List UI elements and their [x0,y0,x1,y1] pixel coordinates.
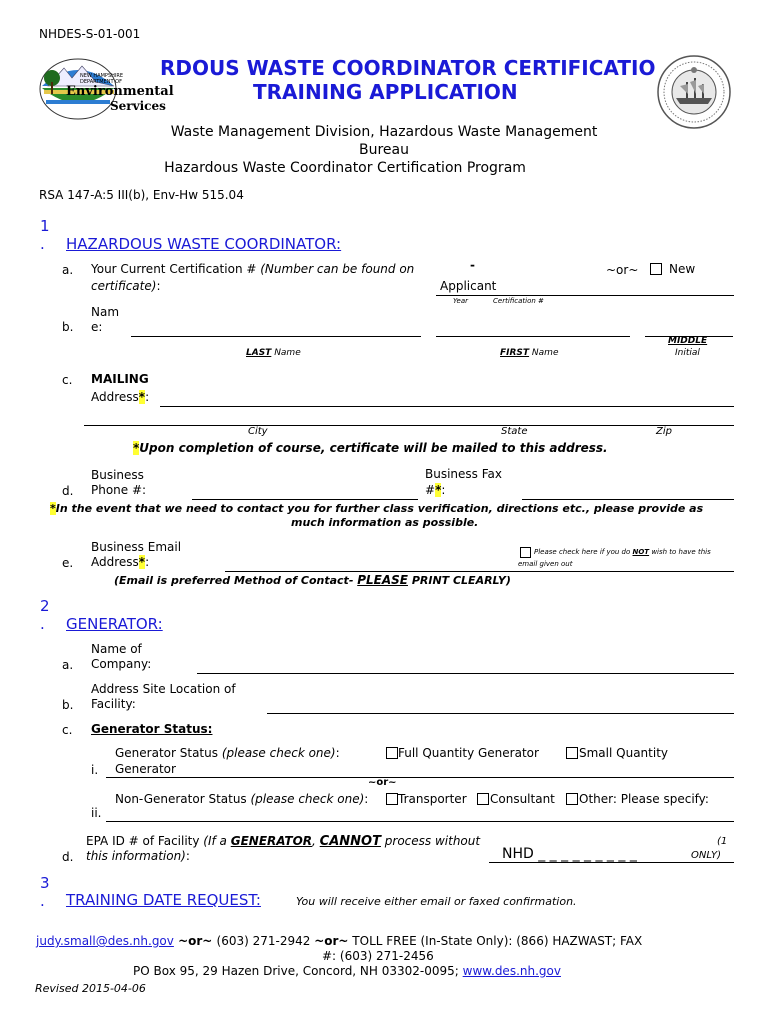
generator-status-label: Generator Status (please check one): [115,746,340,760]
small-quantity-checkbox[interactable] [566,747,578,759]
site-address-field[interactable] [267,713,734,714]
section1-heading: HAZARDOUS WASTE COORDINATOR: [66,235,342,253]
section2-number: 2 [40,597,50,615]
non-generator-status-label: Non-Generator Status (please check one): [115,792,369,806]
section1-number: 1 [40,217,50,235]
name-label-2: e: [91,320,103,334]
other-specify-label: Other: Please specify: [579,792,709,806]
transporter-label: Transporter [398,792,467,806]
business-fax-label-2: #*: [425,483,446,497]
cert-number-field[interactable] [436,295,734,296]
certnum-caption: Certification # [493,297,544,305]
epa-id-label: EPA ID # of Facility (If a GENERATOR, CANNOT process without [86,834,481,849]
email-optout-label-2: email given out [518,560,573,568]
email-preferred-note: (Email is preferred Method of Contact- PLEASE PRINT CLEARLY) [114,573,511,587]
name-label-1: Nam [91,305,120,319]
business-email-field[interactable] [225,571,734,572]
or-separator-2: ~or~ [368,777,397,788]
other-checkbox[interactable] [566,793,578,805]
item-1b-letter: b. [62,320,74,334]
cert-number-label: Your Current Certification # (Number can be found on [91,262,415,276]
initial-caption: Initial [675,348,700,358]
section3-heading: TRAINING DATE REQUEST: [66,891,261,909]
cert-number-dash: - [470,258,475,272]
rsa-reference: RSA 147-A:5 III(b), Env-Hw 515.04 [39,188,244,202]
last-name-caption: LAST Name [246,348,301,358]
contact-note-line1: *In the event that we need to contact you for further class verification, directions etc., please provide as [50,502,704,515]
form-title-line2: TRAINING APPLICATION [253,80,518,104]
contact-email-link[interactable]: judy.small@des.nh.gov [36,934,174,948]
contact-note-line2: much information as possible. [291,516,479,529]
item-2cii-number: ii. [91,806,102,820]
section2-heading: GENERATOR: [66,615,163,633]
transporter-checkbox[interactable] [386,793,398,805]
item-2c-letter: c. [62,723,73,737]
business-phone-label-1: Business [91,468,144,482]
generator-label-wrap: Generator [115,762,176,776]
email-optout-checkbox[interactable] [520,547,531,558]
company-name-label-2: Company: [91,657,152,671]
zip-caption: Zip [656,426,672,437]
epa-id-only: ONLY) [691,850,721,861]
logo-text-2: DEPARTMENT OF [80,79,122,85]
address-label: Address*: [91,390,150,404]
item-2b-letter: b. [62,698,74,712]
epa-id-underline [489,862,734,863]
subtitle-line2: Bureau [359,142,409,158]
footer-contact-line1: judy.small@des.nh.gov ~or~ (603) 271-2942 ~or~ TOLL FREE (In-State Only): (866) HAZWAST; FAX [36,934,643,948]
item-1a-letter: a. [62,263,74,277]
logo-text-3: Environmental [66,84,174,99]
business-email-label-2: Address*: [91,555,150,569]
epa-id-note-2: this information): [86,849,190,863]
consultant-label: Consultant [490,792,555,806]
footer-fax: #: (603) 271-2456 [322,949,434,963]
year-caption: Year [453,297,468,305]
business-phone-label-2: Phone #: [91,483,147,497]
full-quantity-label: Full Quantity Generator [398,746,539,760]
form-title-line1: RDOUS WASTE COORDINATOR CERTIFICATIO [160,56,656,80]
last-name-field[interactable] [131,336,421,337]
logo-text-4: Services [110,99,166,113]
epa-id-field[interactable]: NHD _ _ _ _ _ _ _ _ _ [502,846,637,862]
middle-caption: MIDDLE [668,336,708,346]
consultant-checkbox[interactable] [477,793,489,805]
first-name-field[interactable] [436,336,630,337]
item-1e-letter: e. [62,556,74,570]
city-caption: City [248,426,268,437]
item-1d-letter: d. [62,484,74,498]
section3-number: 3 [40,874,50,892]
nh-state-seal [656,54,732,130]
cert-number-note: certificate): [91,279,161,293]
item-2a-letter: a. [62,658,74,672]
first-name-caption: FIRST Name [500,348,559,358]
mailing-address-field[interactable] [160,406,734,407]
business-fax-field[interactable] [522,499,734,500]
company-name-field[interactable] [197,673,734,674]
site-address-label-1: Address Site Location of [91,682,236,696]
logo-text-1: NEW HAMPSHIRE [80,73,123,79]
city-state-zip-field[interactable] [84,425,734,426]
applicant-label: Applicant [440,279,497,293]
footer-address: PO Box 95, 29 Hazen Drive, Concord, NH 03302-0095; www.des.nh.gov [133,964,561,978]
email-optout-label: Please check here if you do NOT wish to have this [534,548,711,556]
business-email-label-1: Business Email [91,540,182,554]
form-id: NHDES-S-01-001 [39,27,141,41]
section3-dot: . [40,892,45,910]
other-specify-field[interactable] [106,821,734,822]
subtitle-line3: Hazardous Waste Coordinator Certification Program [164,160,526,176]
state-caption: State [501,426,528,437]
mailing-note: *Upon completion of course, certificate will be mailed to this address. [133,441,608,455]
item-2d-letter: d. [62,850,74,864]
new-applicant-checkbox[interactable] [650,263,662,275]
business-fax-label-1: Business Fax [425,467,502,481]
business-phone-field[interactable] [192,499,418,500]
epa-id-paren: (1 [717,836,728,847]
small-quantity-label: Small Quantity [579,746,668,760]
generator-status-heading: Generator Status: [91,722,213,736]
website-link[interactable]: www.des.nh.gov [462,964,561,978]
item-2ci-number: i. [91,763,99,777]
revised-date: Revised 2015-04-06 [35,982,146,995]
company-name-label-1: Name of [91,642,142,656]
section2-dot: . [40,615,45,633]
subtitle-line1: Waste Management Division, Hazardous Waste Management [170,124,598,140]
or-separator: ~or~ [606,263,639,277]
site-address-label-2: Facility: [91,697,136,711]
generator-status-line [106,777,734,778]
training-date-note: You will receive either email or faxed confirmation. [296,895,577,908]
mailing-label: MAILING [91,372,149,386]
new-label: New [669,262,696,276]
full-quantity-checkbox[interactable] [386,747,398,759]
item-1c-letter: c. [62,373,73,387]
section1-dot: . [40,235,45,253]
